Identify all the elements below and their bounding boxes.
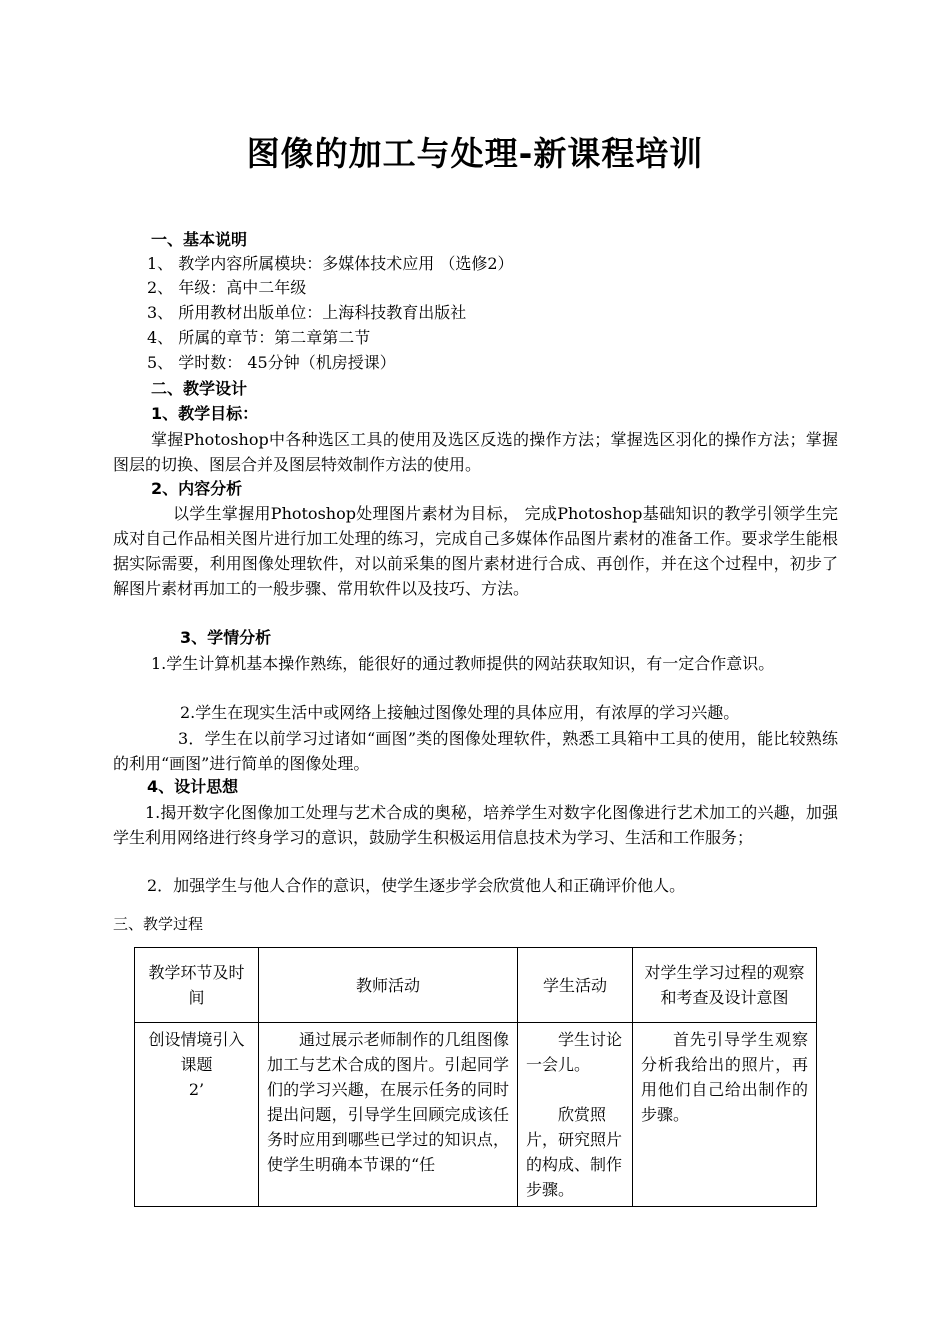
- learner-point: 3．学生在以前学习过诸如“画图”类的图像处理软件，熟悉工具箱中工具的使用，能比较熟练的利用“画图”进行简单的图像处理。: [113, 729, 838, 773]
- teaching-process-table: [134, 947, 817, 1207]
- content-analysis-heading: 2、内容分析: [151, 479, 243, 498]
- document-title: 图像的加工与处理-新课程培训: [246, 134, 704, 173]
- header-cell-phase: 教学环节及时间: [135, 948, 259, 1023]
- learner-point: 2.学生在现实生活中或网络上接触过图像处理的具体应用，有浓厚的学习兴趣。: [180, 703, 740, 722]
- basic-info-item: 2、 年级：高中二年级: [147, 278, 307, 297]
- phase-time: 2’: [188, 1080, 205, 1099]
- design-point: 1.揭开数字化图像加工处理与艺术合成的奥秘，培养学生对数字化图像进行艺术加工的兴趣，加强学生利用网络进行终身学习的意识，鼓励学生积极运用信息技术为学习、生活和工作服务；: [113, 803, 838, 847]
- basic-info-item: 4、 所属的章节：第二章第二节: [147, 328, 371, 347]
- table-row: [135, 1023, 817, 1207]
- table-header-row: [135, 948, 817, 1023]
- learner-point: 1.学生计算机基本操作熟练，能很好的通过教师提供的网站获取知识，有一定合作意识。: [151, 654, 775, 673]
- phase-cell: [135, 1023, 259, 1207]
- teacher-activity-cell: 通过展示老师制作的几组图像加工与艺术合成的图片。引起同学们的学习兴趣，在展示任务的同时提出问题，引导学生回顾完成该任务时应用到哪些已学过的知识点，使学生明确本节课的“任: [259, 1023, 518, 1207]
- section3-heading: 三、教学过程: [113, 915, 204, 933]
- design-idea-heading: 4、设计思想: [147, 777, 239, 796]
- header-cell-design: 对学生学习过程的观察和考查及设计意图: [633, 948, 817, 1023]
- header-cell-teacher: 教师活动: [259, 948, 518, 1023]
- basic-info-item: 1、 教学内容所属模块：多媒体技术应用 （选修2）: [147, 254, 514, 273]
- section1-heading: 一、基本说明: [151, 230, 248, 249]
- content-analysis-text: 以学生掌握用Photoshop处理图片素材为目标， 完成Photoshop基础知识的教学引领学生完成对自己作品相关图片进行加工处理的练习，完成自己多媒体作品图片素材的准备工作。要求学生能根据实际需要，利用图像处理软件，对以前采集的图片素材进行合成、再创作，并在这个过程中，初步了解图片素材再加工的一般步骤、常用软件以及技巧、方法。: [113, 504, 838, 598]
- basic-info-item: 3、 所用教材出版单位：上海科技教育出版社: [147, 303, 467, 322]
- header-cell-student: 学生活动: [518, 948, 633, 1023]
- section2-heading: 二、教学设计: [151, 379, 248, 398]
- design-point: 2．加强学生与他人合作的意识，使学生逐步学会欣赏他人和正确评价他人。: [147, 876, 686, 895]
- goal-heading: 1、教学目标：: [151, 404, 259, 423]
- phase-name: 创设情境引入课题: [148, 1030, 245, 1074]
- student-activity-cell: [518, 1023, 633, 1207]
- goal-text: 掌握Photoshop中各种选区工具的使用及选区反选的操作方法；掌握选区羽化的操作方法；掌握图层的切换、图层合并及图层特效制作方法的使用。: [113, 430, 838, 474]
- student-activity-text: 学生讨论一会儿。: [526, 1030, 623, 1074]
- learner-analysis-heading: 3、学情分析: [180, 628, 272, 647]
- student-activity-text: 欣赏照片，研究照片的构成、制作步骤。: [526, 1105, 623, 1199]
- basic-info-item: 5、 学时数： 45分钟（机房授课）: [147, 353, 396, 372]
- design-intent-cell: 首先引导学生观察分析我给出的照片，再用他们自己给出制作的步骤。: [633, 1023, 817, 1207]
